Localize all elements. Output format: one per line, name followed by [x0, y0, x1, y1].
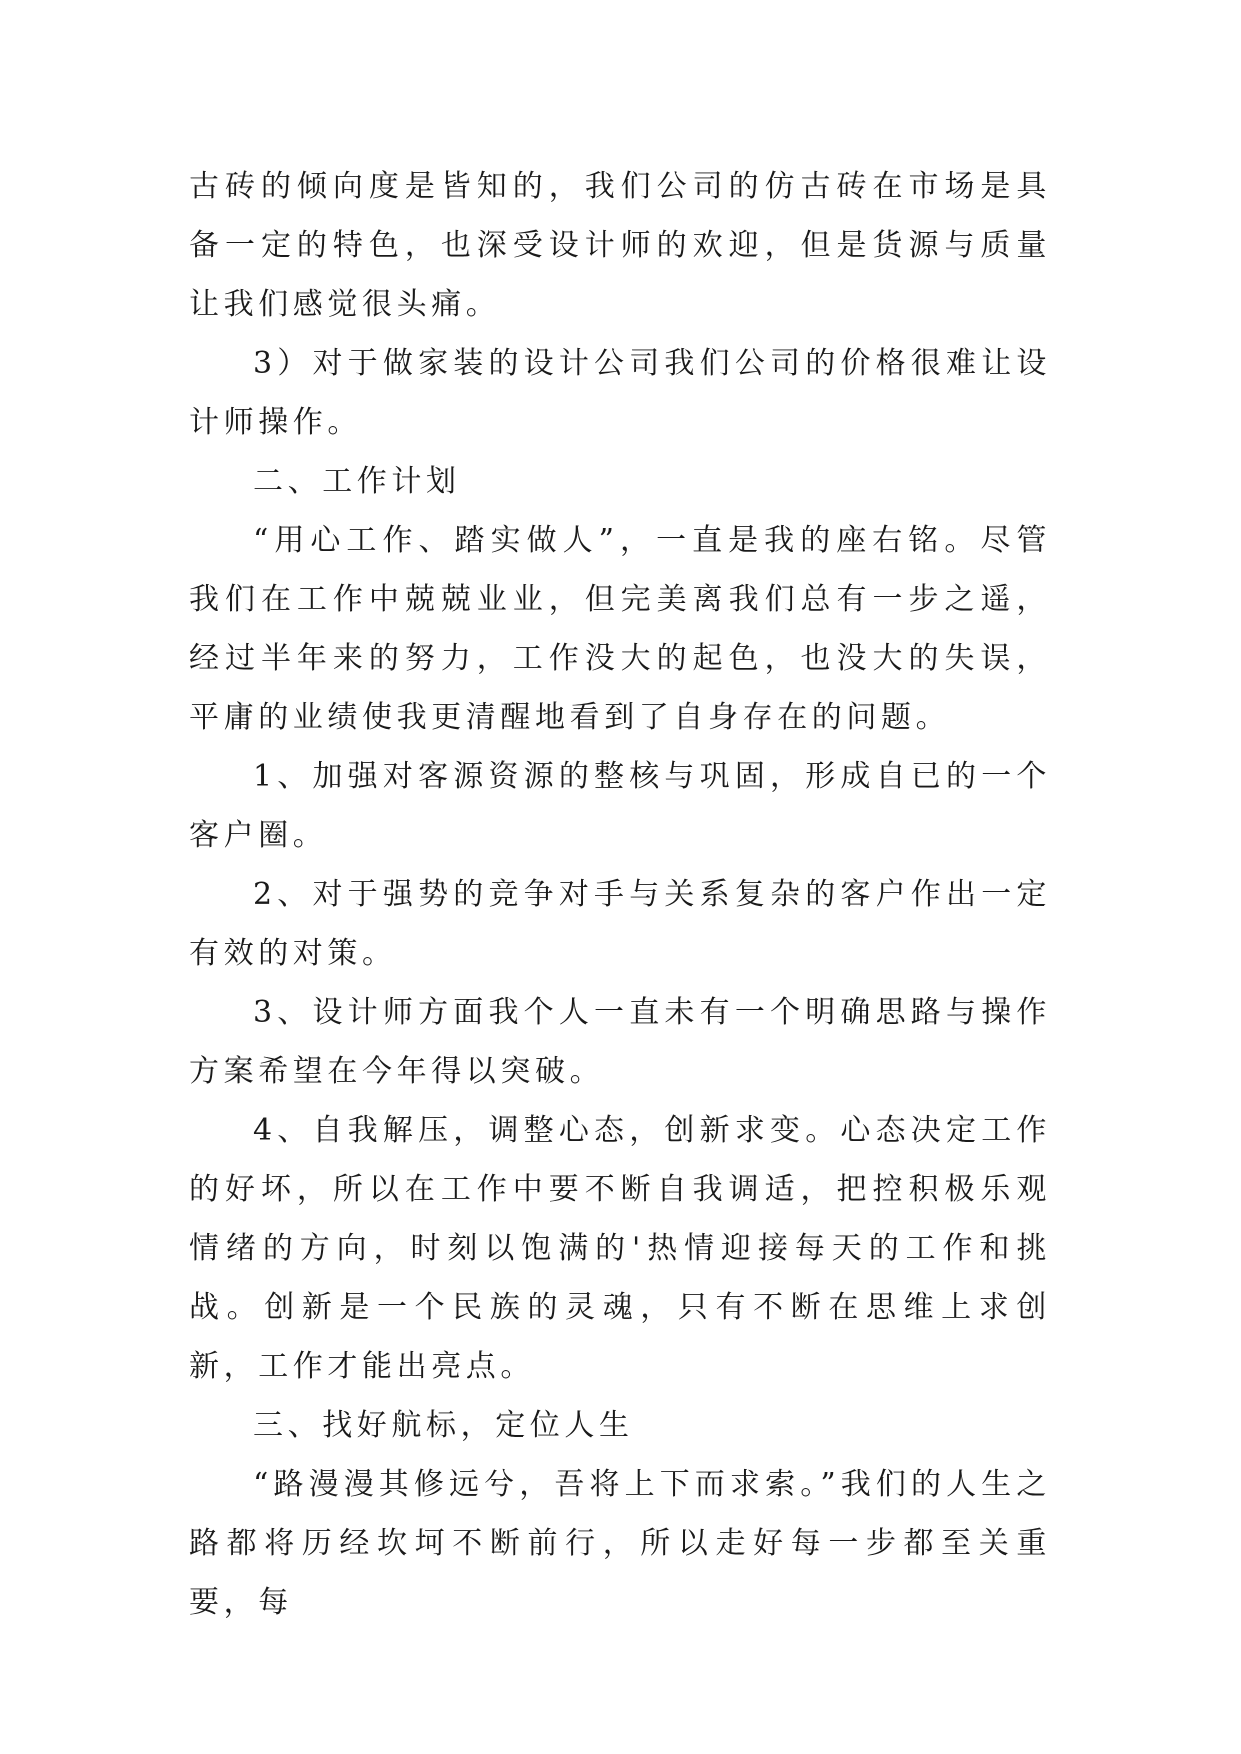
- paragraph-item-3-pricing: 3）对于做家装的设计公司我们公司的价格很难让设计师操作。: [189, 346, 1051, 440]
- plan-item-4: 4、自我解压，调整心态，创新求变。心态决定工作的好坏，所以在工作中要不断自我调适，把控积极乐观情绪的方向，时刻以饱满的'热情迎接每天的工作和挑战。创新是一个民族的灵魂，只有不断在思维上求创新，工作才能出亮点。: [189, 1113, 1051, 1384]
- section-heading-work-plan: 二、工作计划: [253, 464, 461, 499]
- section-heading-life-direction: 三、找好航标，定位人生: [253, 1408, 634, 1443]
- plan-item-1: 1、加强对客源资源的整核与巩固，形成自已的一个客户圈。: [189, 759, 1051, 853]
- paragraph-continuation: 古砖的倾向度是皆知的，我们公司的仿古砖在市场是具备一定的特色，也深受设计师的欢迎，但是货源与质量让我们感觉很头痛。: [189, 169, 1051, 322]
- document-page: [189, 157, 1051, 1632]
- plan-item-3: 3、设计师方面我个人一直未有一个明确思路与操作方案希望在今年得以突破。: [189, 995, 1051, 1089]
- paragraph-motto: “用心工作、踏实做人”，一直是我的座右铭。尽管我们在工作中兢兢业业，但完美离我们总有一步之遥，经过半年来的努力，工作没大的起色，也没大的失误，平庸的业绩使我更清醒地看到了自身存在的问题。: [189, 523, 1051, 735]
- plan-item-2: 2、对于强势的竞争对手与关系复杂的客户作出一定有效的对策。: [189, 877, 1051, 971]
- paragraph-quote: “路漫漫其修远兮，吾将上下而求索。”我们的人生之路都将历经坎坷不断前行，所以走好每一步都至关重要，每: [189, 1467, 1051, 1620]
